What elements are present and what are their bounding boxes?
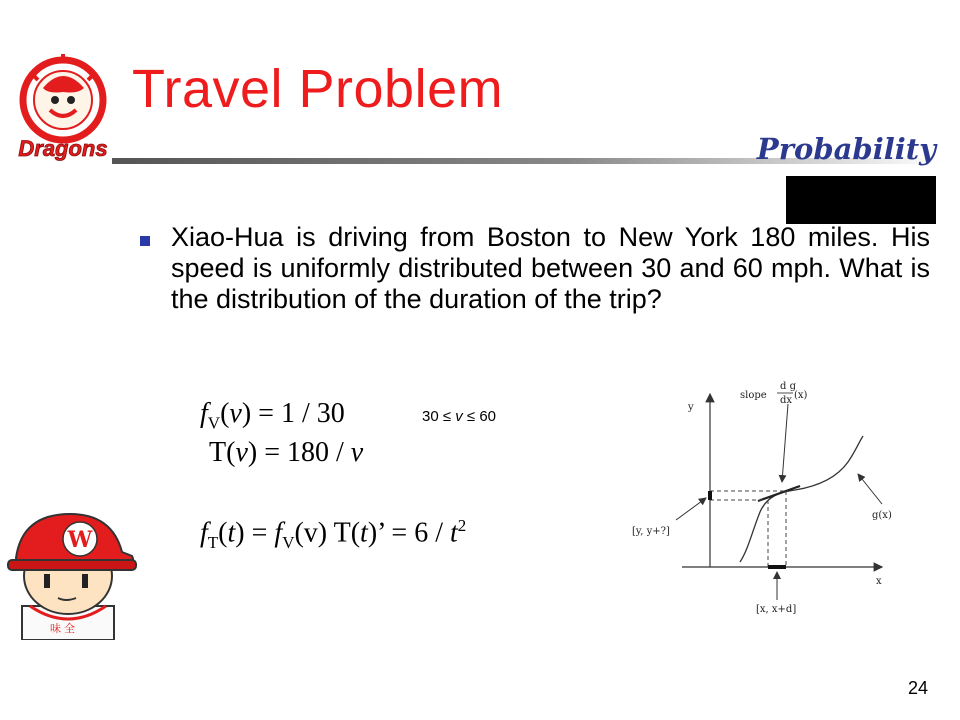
page-number: 24 [907,678,928,698]
logo-text: Dragons [18,136,108,161]
slope-argument: (x) [794,390,808,401]
dragons-logo-icon [8,50,118,162]
y-interval-label: [y, y+?] [632,526,670,537]
formula-duration: T(v) = 180 / v [209,437,364,468]
slope-label: slope [740,390,767,401]
baseball-player-mascot-icon [0,506,140,640]
g-pointer [858,474,882,504]
transformation-diagram [620,372,920,632]
bullet-square-icon [140,236,150,246]
x-axis-label: x [876,576,882,587]
formula-duration-pdf: $f_T(t) = f_V(v) T(t)$’ = $6 / t^2$ [200,516,467,552]
course-subject: Probability [756,132,936,166]
g-curve [740,436,863,562]
bullet-list [140,222,930,315]
x-interval-label: [x, x+d] [756,604,797,615]
black-box [786,176,936,224]
slope-pointer [782,404,788,482]
slope-denominator: dx [780,395,793,406]
velocity-range: 30 ≤ v ≤ 60 [422,408,497,425]
list-item [140,222,930,315]
problem-statement: Xiao-Hua is driving from Boston to New York 180 miles. His speed is uniformly distributed between 30 and 60 mph. What is the distribution of the duration of the trip? [171,222,930,314]
slide-title: Travel Problem [132,59,504,119]
g-label: g(x) [872,510,892,521]
y-axis-label: y [688,402,694,413]
y-interval-pointer [676,498,706,520]
slope-numerator: d g [780,381,796,392]
svg-text:味 全: 味 全 [50,623,76,635]
cap-letter: W [67,527,93,553]
formula-velocity-pdf: $f_V(v) = 1 / 30$ [200,398,345,433]
tangent-segment [758,486,800,501]
